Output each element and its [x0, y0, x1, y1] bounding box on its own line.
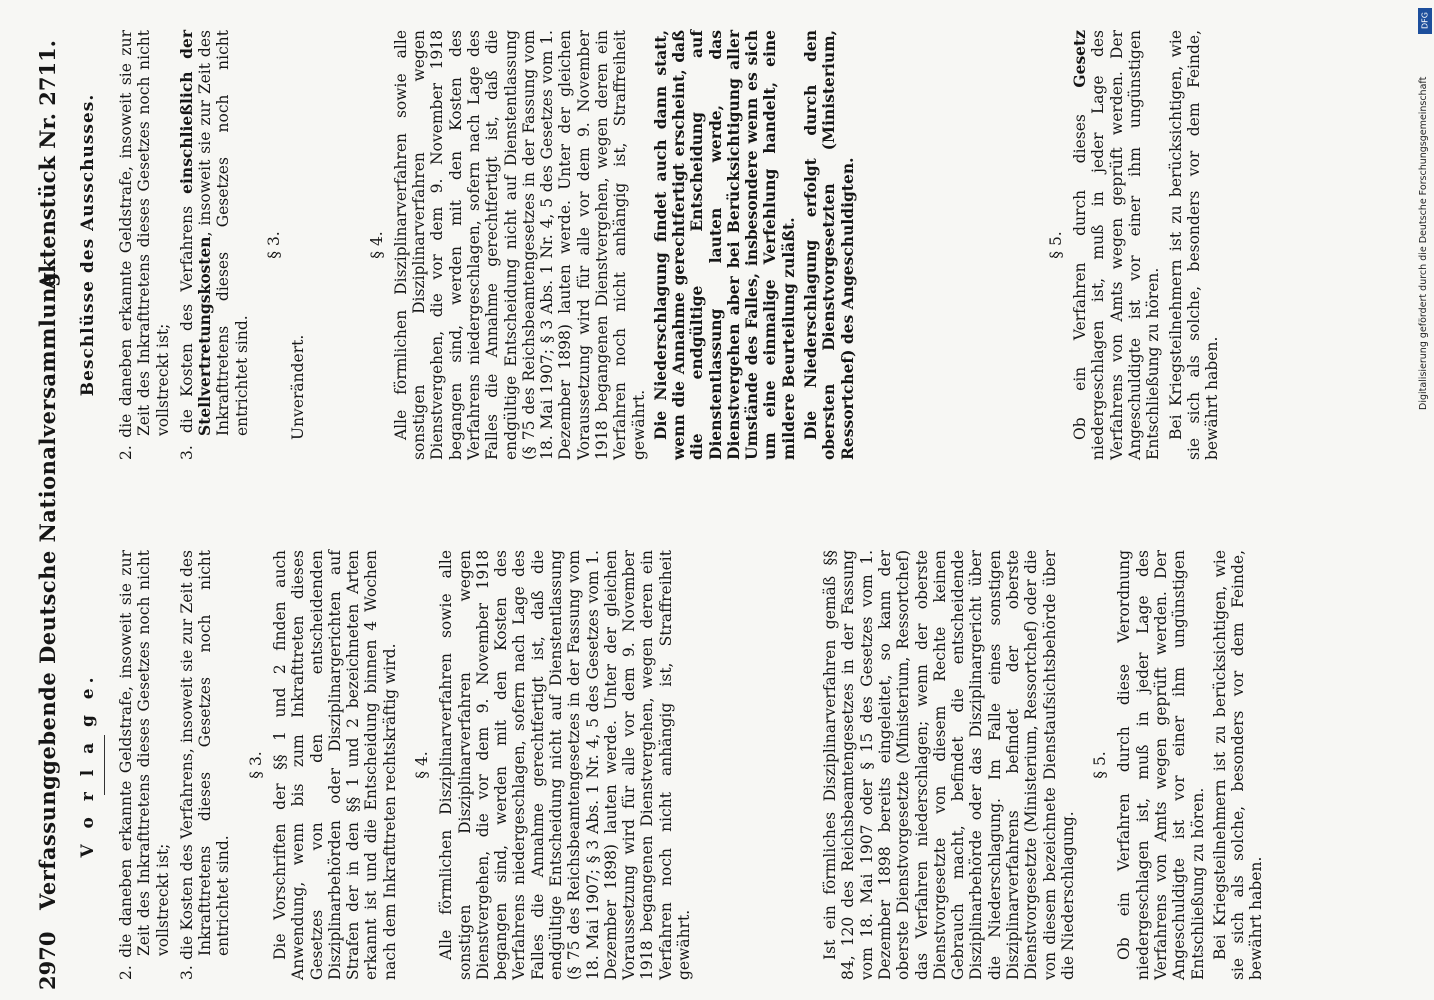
beschluss-section-4-bold-1: Die Niederschlagung findet auch dann statt, wenn die Annahme gerechtfertigt erscheint, daß die endgültige Entscheidung auf Dienstentlassung lauten werde, das Dienstvergehen aber bei Berücksichtigung aller Umstände des Falles, insbesondere wenn es sich um eine einmalige Verfehlung handelt, eine mildere Beurteilung zuläßt. [650, 30, 798, 460]
vorlage-section-4-text: Alle förmlichen Disziplinarverfahren sowie alle sonstigen Disziplinarverfahren wegen Dienstvergehen, die vor dem 9. November 1918 begangen sind, werden mit den Kosten des Verfahrens niedergeschlagen, sofern nach Lage des Falles die Annahme gerechtfertigt ist, daß die endgültige Entscheidung nicht auf Dienstentlassung (§ 75 des Reichsbeamtengesetzes in der Fassung vom 18. Mai 1907; § 3 Abs. 1 Nr. 4, 5 des Gesetzes vom 1. Dezember 1898) lauten werde. Unter der gleichen Voraussetzung wird für alle vor dem 9. November 1918 begangenen Dienstvergehen, wegen deren ein Verfahren noch nicht anhängig ist, Straffreiheit gewährt. [437, 550, 693, 980]
page-header [30, 10, 70, 990]
vorlage-section-5-text-2: Bei Kriegsteilnehmern ist zu berücksichtigen, wie sie sich als solche, besonders vor dem Feinde, bewährt haben. [1210, 550, 1266, 980]
beschluss-section-4-bold-2: Die Niederschlagung erfolgt durch den obersten Dienstvorgesetzten (Ministerium, Ressortchef) des Angeschuldigten. [801, 30, 857, 460]
beschluss-item-2: 2. die daneben erkannte Geldstrafe, insoweit sie zur Zeit des Inkrafttretens dieses Gesetzes noch nicht vollstreckt ist; [117, 30, 172, 460]
dfg-watermark-text: Digitalisierung gefördert durch die Deutsche Forschungsgemeinschaft [1418, 76, 1429, 410]
column-heading-beschluesse: Beschlüsse des Ausschusses. [78, 93, 98, 397]
dfg-logo-icon: DFG [1418, 8, 1432, 34]
beschluss-item-3-bold: einschließlich der Stellvertretungskosten [176, 30, 215, 436]
beschluss-section-4-title: § 4. [367, 231, 386, 259]
vorlage-item-2: 2. die daneben erkannte Geldstrafe, insoweit sie zur Zeit des Inkrafttretens dieses Gesetzes noch nicht vollstreckt ist; [117, 550, 172, 980]
heading-rule [104, 735, 105, 795]
beschluss-item-3-end: , insoweit sie zur Zeit des Inkrafttretens dieses Gesetzes noch nicht entrichtet sind. [196, 30, 251, 436]
document-number: Aktenstück Nr. 2711. [35, 40, 60, 290]
beschluss-item-3-start: 3. die Kosten des Verfahrens [177, 193, 196, 460]
vorlage-item-3: 3. die Kosten des Verfahrens, insoweit sie zur Zeit des Inkrafttretens dieses Gesetzes noch nicht entrichtet sind. [177, 550, 233, 980]
column-heading-vorlage: V o r l a g e. [78, 672, 98, 858]
rotated-document-page [30, 10, 1420, 990]
beschluss-section-5-start: Ob ein Verfahren durch dieses [1071, 87, 1090, 440]
vorlage-section-4-extra: Ist ein förmliches Disziplinarverfahren gemäß §§ 84, 120 des Reichsbeamtengesetzes in der Fassung vom 18. Mai 1907 oder § 15 des Gesetzes vom 1. Dezember 1898 bereits eingeleitet, so kann der oberste Dienstvorgesetzte (Ministerium, Ressortchef) das Verfahren niederschlagen; wenn der oberste Dienstvorgesetzte von diesem Rechte keinen Gebrauch macht, befindet die entscheidende Disziplinarbehörde oder das Disziplinargericht über die Niederschlagung. Im Falle eines sonstigen Disziplinarverfahrens befindet der oberste Dienstvorgesetzte (Ministerium, Ressortchef) oder die von diesem bezeichnete Dienstaufsichtsbehörde über die Niederschlagung. [821, 550, 1077, 980]
beschluss-section-5-title: § 5. [1046, 231, 1065, 259]
column-vorlage [78, 550, 1270, 980]
beschluss-item-3 [178, 30, 251, 460]
vorlage-section-3-text: Die Vorschriften der §§ 1 und 2 finden auch Anwendung, wenn bis zum Inkrafttreten dieses Gesetzes von den entscheidenden Disziplinarbehörden oder Disziplinargerichten auf Strafen der in den §§ 1 und 2 bezeichneten Arten erkannt ist und die Entscheidung binnen 4 Wochen nach dem Inkrafttreten rechtskräftig wird. [271, 550, 399, 980]
beschluss-section-5-bold: Gesetz [1070, 30, 1090, 88]
page-title: Verfassunggebende Deutsche Nationalversammlung. [35, 264, 60, 910]
beschluss-section-5-text-1 [1071, 30, 1162, 460]
page-number: 2970 [35, 931, 60, 990]
vorlage-section-5-title: § 5. [1091, 751, 1110, 779]
vorlage-section-4-title: § 4. [412, 751, 431, 779]
beschluss-section-5-end: niedergeschlagen ist, muß in jeder Lage des Verfahrens von Amts wegen geprüft werden. Der Angeschuldigte ist vor einer ihm ungünstigen Entschließung zu hören. [1089, 30, 1163, 460]
column-beschluesse [78, 30, 1225, 460]
beschluss-section-4-text: Alle förmlichen Disziplinarverfahren sowie alle sonstigen Disziplinarverfahren wegen Dienstvergehen, die vor dem 9. November 1918 begangen sind, werden mit den Kosten des Verfahrens niedergeschlagen, sofern nach Lage des Falles die Annahme gerechtfertigt ist, daß die endgültige Entscheidung nicht auf Dienstentlassung (§ 75 des Reichsbeamtengesetzes in der Fassung vom 18. Mai 1907; § 3 Abs. 1 Nr. 4, 5 des Gesetzes vom 1. Dezember 1898) lauten werde. Unter der gleichen Voraussetzung wird für alle vor dem 9. November 1918 begangenen Dienstvergehen, wegen deren ein Verfahren noch nicht anhängig ist, Straffreiheit gewährt. [391, 30, 648, 460]
vorlage-section-5-text-1: Ob ein Verfahren durch diese Verordnung niedergeschlagen ist, muß in jeder Lage des Verfahrens von Amts wegen geprüft werden. Der Angeschuldigte ist vor einer ihm ungünstigen Entschließung zu hören. [1115, 550, 1207, 980]
beschluss-section-5-text-2: Bei Kriegsteilnehmern ist zu berücksichtigen, wie sie sich als solche, besonders vor dem Feinde, bewährt haben. [1166, 30, 1222, 460]
beschluss-section-3-text: Unverändert. [289, 334, 308, 440]
vorlage-section-3-title: § 3. [246, 751, 265, 779]
beschluss-section-3-title: § 3. [265, 231, 284, 259]
dfg-watermark [1418, 8, 1432, 993]
